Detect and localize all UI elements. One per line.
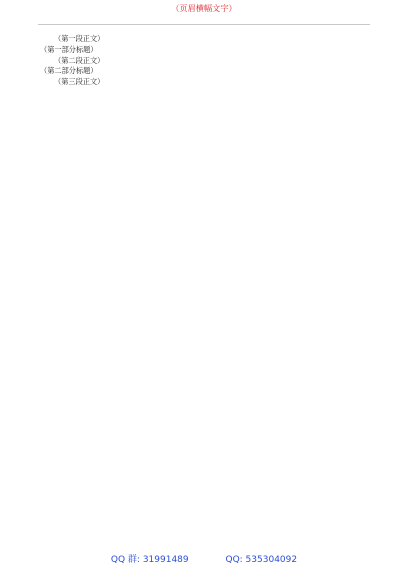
document-body	[40, 34, 370, 534]
body-paragraph-2: （第二段正文）	[54, 55, 105, 65]
body-paragraph-3: （第三段正文）	[54, 77, 105, 87]
section-heading-1: （第一部分标题）	[40, 44, 98, 54]
footer-qq-number: QQ: 535304092	[225, 555, 298, 565]
header-divider	[38, 24, 370, 25]
body-paragraph-1: （第一段正文）	[54, 34, 105, 43]
section-heading-2: （第二部分标题）	[40, 66, 98, 76]
header-banner: （页眉横幅文字）	[171, 3, 237, 13]
footer-qq-group: QQ 群: 31991489	[110, 555, 189, 565]
footer-contact	[0, 554, 408, 566]
